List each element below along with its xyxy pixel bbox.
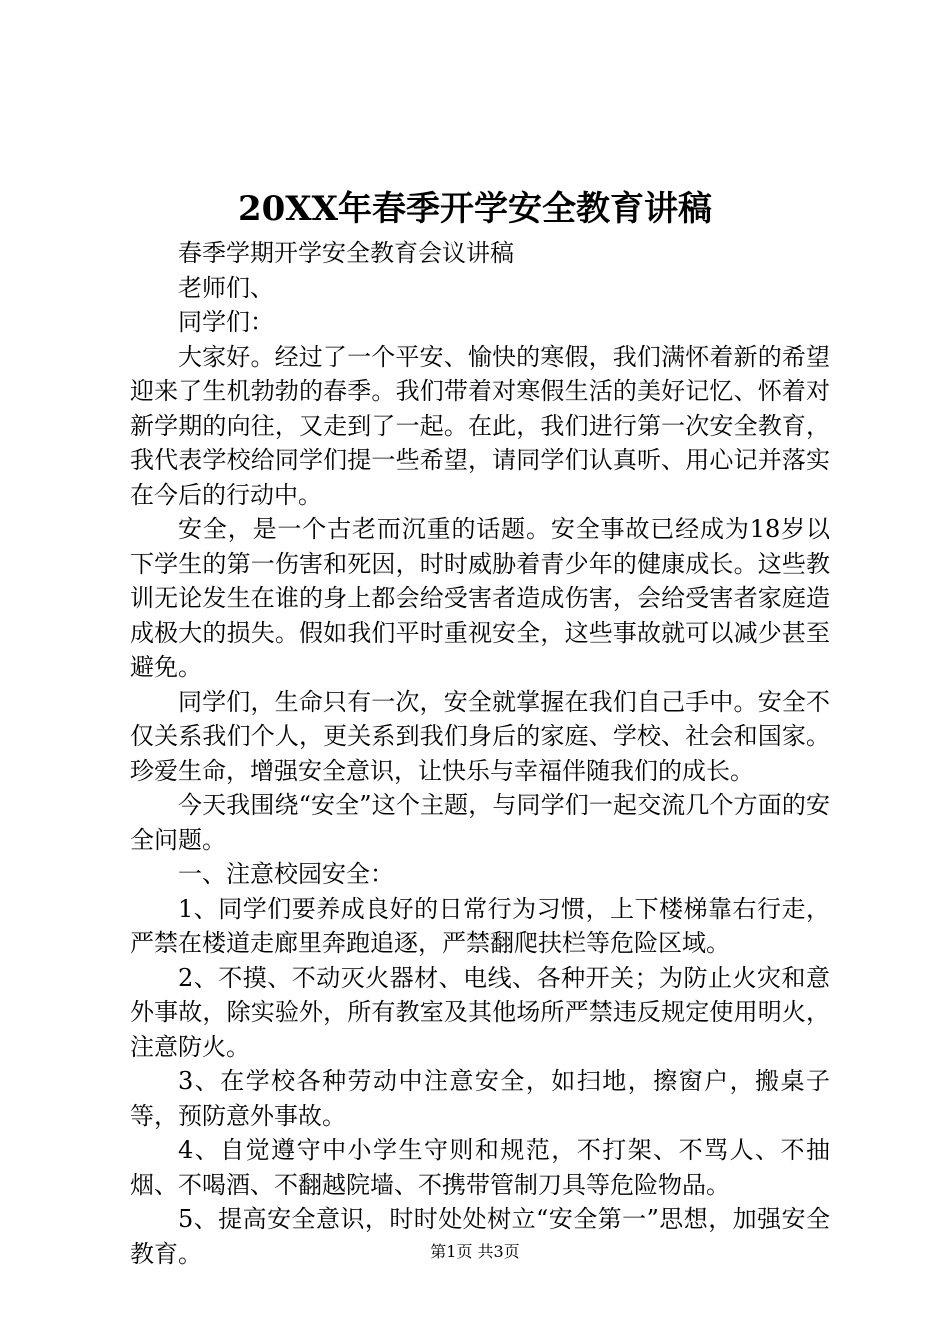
section-heading-campus-safety: 一、注意校园安全：	[178, 860, 394, 888]
paragraph-greeting: 大家好。经过了一个平安、愉快的寒假，我们满怀着新的希望迎来了生机勃勃的春季。我们带着对寒假生活的美好记忆、怀着对新学期的向往，又走到了一起。在此，我们进行第一次安全教育，我代表学校给同学们提一些希望，请同学们认真听、用心记并落实在今后的行动中。	[130, 342, 830, 509]
paragraph-safety-topic: 安全，是一个古老而沉重的话题。安全事故已经成为18岁以下学生的第一伤害和死因，时时威胁着青少年的健康成长。这些教训无论发生在谁的身上都会给受害者造成伤害，会给受害者家庭造成极大的损失。假如我们平时重视安全，这些事故就可以减少甚至避免。	[130, 515, 830, 681]
document-body	[130, 236, 830, 1271]
list-item-4: 4、自觉遵守中小学生守则和规范，不打架、不骂人、不抽烟、不喝酒、不翻越院墙、不携带管制刀具等危险物品。	[130, 1136, 830, 1199]
page-footer: 第1页 共3页	[430, 1242, 520, 1261]
paragraph-life-once: 同学们，生命只有一次，安全就掌握在我们自己手中。安全不仅关系我们个人，更关系到我们身后的家庭、学校、社会和国家。珍爱生命，增强安全意识，让快乐与幸福伴随我们的成长。	[130, 687, 830, 785]
paragraph-salutation-teachers: 老师们、	[178, 273, 274, 302]
list-item-2: 2、不摸、不动灭火器材、电线、各种开关；为防止火灾和意外事故，除实验外，所有教室及其他场所严禁违反规定使用明火，注意防火。	[130, 963, 830, 1061]
list-item-3: 3、在学校各种劳动中注意安全，如扫地，擦窗户，搬桌子等，预防意外事故。	[130, 1067, 830, 1130]
list-item-1: 1、同学们要养成良好的日常行为习惯，上下楼梯靠右行走，严禁在楼道走廊里奔跑追逐，严禁翻爬扶栏等危险区域。	[130, 894, 830, 957]
list-item-5: 5、提高安全意识，时时处处树立“安全第一”思想，加强安全教育。	[130, 1205, 830, 1268]
paragraph-today-theme: 今天我围绕“安全”这个主题，与同学们一起交流几个方面的安全问题。	[130, 791, 830, 854]
document-title: 20XX年春季开学安全教育讲稿	[237, 189, 713, 229]
paragraph-subtitle: 春季学期开学安全教育会议讲稿	[178, 239, 514, 267]
paragraph-salutation-students: 同学们：	[178, 308, 274, 336]
